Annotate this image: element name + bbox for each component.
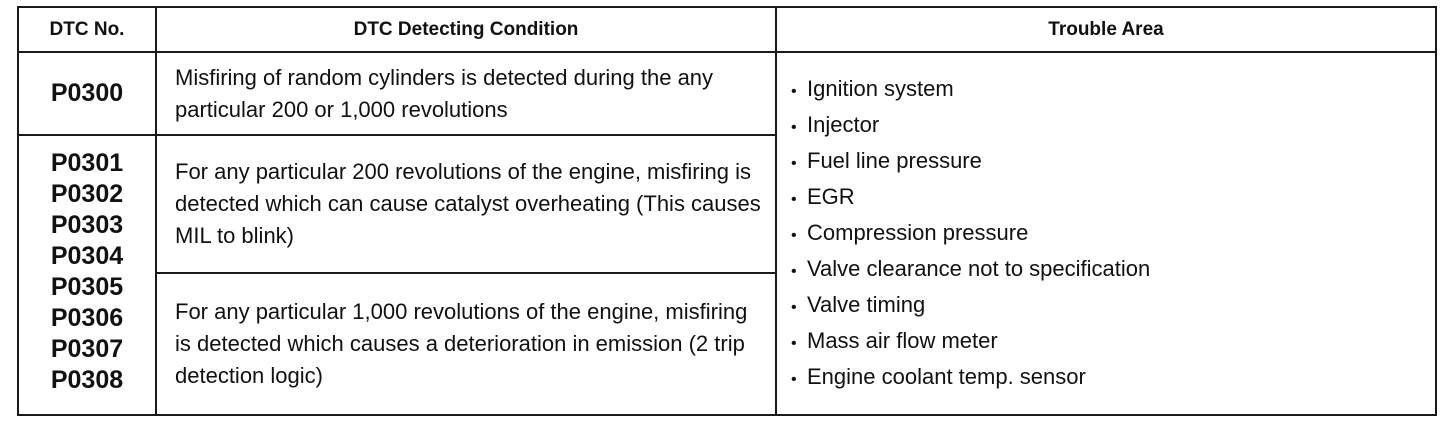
bullet-icon: • (791, 334, 797, 352)
trouble-area-text: Fuel line pressure (807, 147, 982, 173)
dtc-code: P0303 (50, 211, 124, 239)
dtc-code: P0302 (50, 180, 124, 208)
trouble-area-cell (776, 52, 1436, 415)
dtc-code: P0306 (50, 304, 124, 332)
condition-cell: For any particular 1,000 revolutions of the engine, misfiring is detected which causes a deterioration in emission (2 trip detection logic) (156, 273, 776, 415)
bullet-icon: • (791, 154, 797, 172)
trouble-area-text: Ignition system (807, 75, 954, 101)
dtc-table (17, 6, 1437, 416)
bullet-icon: • (791, 370, 797, 388)
dtc-code: P0305 (50, 273, 124, 301)
bullet-icon: • (791, 82, 797, 100)
dtc-code: P0308 (50, 366, 124, 394)
dtc-code: P0300 (50, 79, 124, 107)
trouble-area-text: Mass air flow meter (807, 327, 998, 353)
condition-cell: Misfiring of random cylinders is detected during the any particular 200 or 1,000 revolutions (156, 52, 776, 135)
trouble-area-text: Valve clearance not to specification (807, 255, 1151, 281)
list-item (791, 252, 1435, 288)
header-dtc-no: DTC No. (18, 7, 156, 52)
list-item (791, 144, 1435, 180)
list-item (791, 108, 1435, 144)
dtc-code: P0307 (50, 335, 124, 363)
trouble-area-text: Compression pressure (807, 219, 1029, 245)
trouble-area-list (791, 72, 1435, 396)
bullet-icon: • (791, 298, 797, 316)
trouble-area-text: Engine coolant temp. sensor (807, 363, 1086, 389)
bullet-icon: • (791, 226, 797, 244)
bullet-icon: • (791, 190, 797, 208)
header-row (18, 7, 1436, 52)
bullet-icon: • (791, 118, 797, 136)
trouble-area-text: Injector (807, 111, 880, 137)
list-item (791, 180, 1435, 216)
list-item (791, 72, 1435, 108)
list-item (791, 216, 1435, 252)
header-trouble-area: Trouble Area (776, 7, 1436, 52)
bullet-icon: • (791, 262, 797, 280)
list-item (791, 360, 1435, 396)
dtc-code: P0304 (50, 242, 124, 270)
dtc-code-cell (18, 135, 156, 415)
table-row (18, 52, 1436, 135)
trouble-area-text: EGR (807, 183, 855, 209)
list-item (791, 324, 1435, 360)
condition-cell: For any particular 200 revolutions of the engine, misfiring is detected which can cause catalyst overheating (This causes MIL to blink) (156, 135, 776, 273)
list-item (791, 288, 1435, 324)
dtc-code-cell (18, 52, 156, 135)
trouble-area-text: Valve timing (807, 291, 926, 317)
header-detecting-condition: DTC Detecting Condition (156, 7, 776, 52)
dtc-code: P0301 (50, 149, 124, 177)
